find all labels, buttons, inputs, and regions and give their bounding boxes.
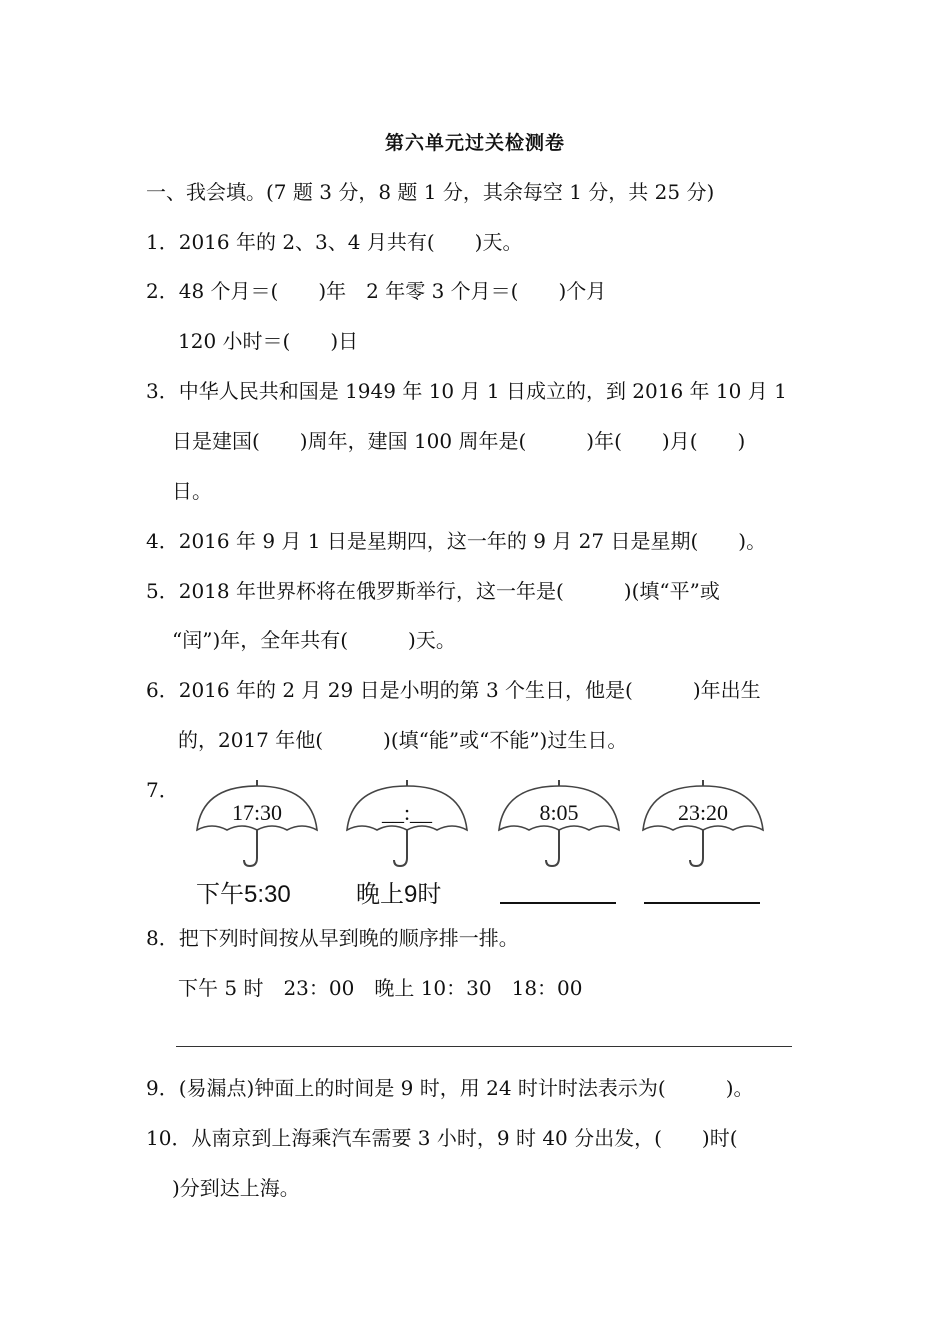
- section-heading: 一、我会填。(7 题 3 分，8 题 1 分，其余每空 1 分，共 25 分): [146, 180, 715, 204]
- question-2-line-2: 120 小时＝( )日: [178, 329, 359, 353]
- question-4: 4．2016 年 9 月 1 日是星期四，这一年的 9 月 27 日是星期( )。: [146, 529, 767, 553]
- umbrella-2: [342, 770, 472, 870]
- umbrella-row: [0, 770, 950, 920]
- question-5-line-2: “闰”)年，全年共有( )天。: [172, 628, 456, 652]
- answer-line-q8[interactable]: [176, 1046, 792, 1047]
- question-8-times: 下午 5 时 23：00 晚上 10：30 18：00: [178, 976, 583, 1000]
- umbrella-4: [638, 770, 768, 870]
- question-6-line-1: 6．2016 年的 2 月 29 日是小明的第 3 个生日，他是( )年出生: [146, 678, 761, 702]
- umbrella-1: [192, 770, 322, 870]
- answer-blank-4[interactable]: [644, 902, 760, 904]
- question-3-line-1: 3．中华人民共和国是 1949 年 10 月 1 日成立的，到 2016 年 10 月 1: [146, 379, 787, 403]
- question-2-line-1: 2．48 个月＝( )年 2 年零 3 个月＝( )个月: [146, 279, 607, 303]
- umbrella-label-1: 下午5:30: [196, 881, 291, 908]
- question-1: 1．2016 年的 2、3、4 月共有( )天。: [146, 230, 523, 254]
- question-3-line-2: 日是建国( )周年，建国 100 周年是( )年( )月( ): [172, 429, 746, 453]
- umbrella-time: 23:20: [677, 800, 729, 825]
- question-10-line-1: 10．从南京到上海乘汽车需要 3 小时，9 时 40 分出发，( )时(: [146, 1126, 738, 1150]
- umbrella-3: [494, 770, 624, 870]
- umbrella-label-2: 晚上9时: [356, 881, 442, 908]
- question-7-number: 7．: [146, 778, 179, 802]
- page-title: 第六单元过关检测卷: [384, 132, 565, 154]
- question-6-line-2: 的，2017 年他( )(填“能”或“不能”)过生日。: [178, 728, 628, 752]
- question-10-line-2: )分到达上海。: [172, 1176, 300, 1200]
- umbrella-time-blank: __:__: [381, 800, 433, 825]
- answer-blank-3[interactable]: [500, 902, 616, 904]
- umbrella-time: 17:30: [231, 800, 283, 825]
- question-9: 9．(易漏点)钟面上的时间是 9 时，用 24 时计时法表示为( )。: [146, 1076, 754, 1100]
- question-3-line-3: 日。: [172, 479, 212, 503]
- question-8-line-1: 8．把下列时间按从早到晚的顺序排一排。: [146, 926, 519, 950]
- umbrella-time: 8:05: [539, 800, 579, 825]
- question-5-line-1: 5．2018 年世界杯将在俄罗斯举行，这一年是( )(填“平”或: [146, 579, 720, 603]
